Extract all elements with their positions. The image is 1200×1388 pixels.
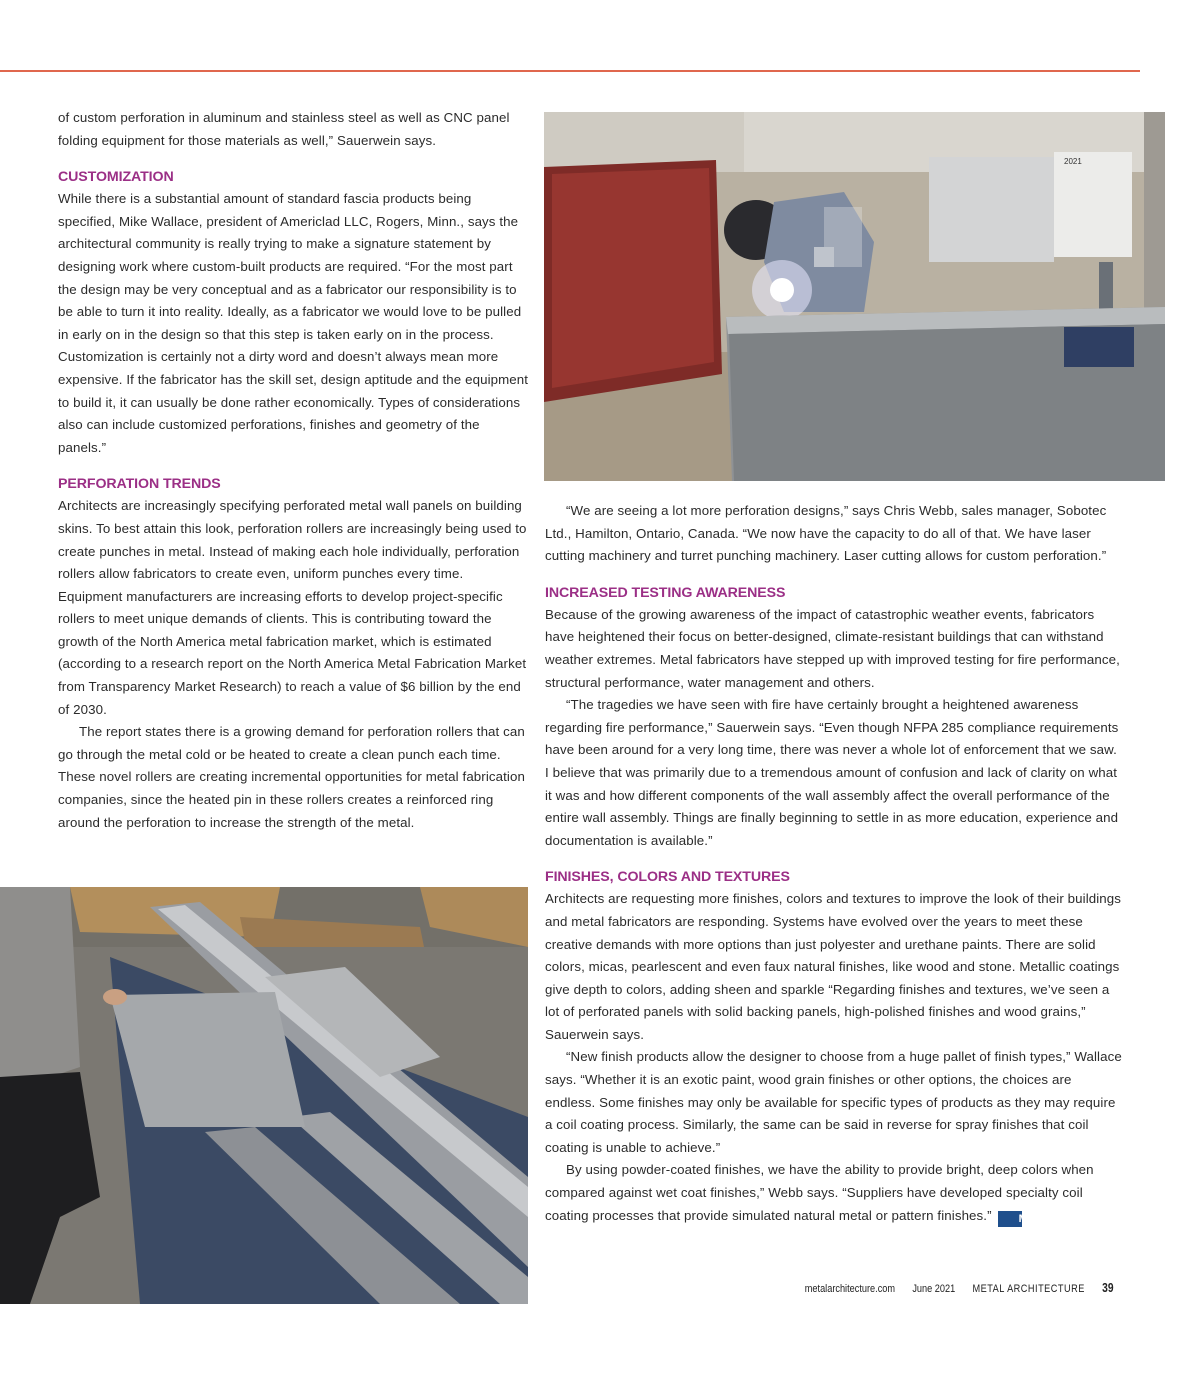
finishes-heading: FINISHES, COLORS AND TEXTURES	[545, 869, 790, 886]
magazine-end-mark-icon: Ma	[998, 1211, 1022, 1227]
finishes-paragraph-3	[545, 1159, 1123, 1227]
webb-quote-paragraph: “We are seeing a lot more perforation designs,” says Chris Webb, sales manager, Sobotec Ltd., Hamilton, Ontario, Canada. “We now have the capacity to do all of that. We have laser cutting machinery and turret punching machinery. Laser cutting allows for custom perforation.”	[545, 503, 1107, 564]
header-rule	[0, 70, 1140, 72]
welding-photo	[544, 112, 1165, 481]
intro-paragraph: of custom perforation in aluminum and stainless steel as well as CNC panel folding equipment for those materials as well,” Sauerwein says.	[58, 110, 510, 148]
testing-heading: INCREASED TESTING AWARENESS	[545, 584, 786, 601]
perforation-heading: PERFORATION TRENDS	[58, 476, 221, 493]
finishes-paragraph-1: Architects are requesting more finishes, colors and textures to improve the look of their buildings and metal fabricators are responding. Systems have evolved over the years to meet these creative demands with more options than just polyester and urethane paints. There are solid colors, micas, pearlescent and even faux natural finishes, like wood and stone. Metallic coatings give depth to colors, adding sheen and sparkle “Regarding finishes and textures, we’ve seen a lot of perforated panels with solid backing panels, high-polished finishes and wood grains,” Sauerwein says.	[545, 891, 1122, 1042]
page-number: 39	[1102, 1281, 1114, 1295]
right-column	[545, 500, 1123, 1227]
footer-issue: June 2021	[912, 1283, 956, 1295]
perforation-paragraph-2: The report states there is a growing demand for perforation rollers that can go through the metal cold or be heated to create a clean punch each time. These novel rollers are creating incremental opportunities for metal fabrication companies, since the heated pin in these rollers creates a reinforced ring around the perforation to increase the strength of the metal.	[58, 724, 525, 830]
customization-heading: CUSTOMIZATION	[58, 169, 174, 186]
rollers-photo	[0, 887, 528, 1304]
page-footer	[790, 1281, 1114, 1295]
calendar-year: 2021	[1064, 157, 1082, 166]
finishes-paragraph-2: “New finish products allow the designer to choose from a huge pallet of finish types,” Wallace says. “Whether it is an exotic paint, wood grain finishes or other options, the choices are endless. Some finishes may only be available for specific types of products as they may require a coil coating process. Similarly, the same can be said in reverse for spray finishes that coil coating is unable to achieve.”	[545, 1049, 1122, 1155]
finishes-paragraph-3-text: By using powder-coated finishes, we have the ability to provide bright, deep colors when compared against wet coat finishes,” Webb says. “Suppliers have developed specialty coil coating processes that provide simulated natural metal or pattern finishes.”	[545, 1162, 1094, 1223]
footer-website: metalarchitecture.com	[805, 1283, 896, 1295]
testing-paragraph-2: “The tragedies we have seen with fire have certainly brought a heightened awareness regarding fire performance,” Sauerwein says. “Even though NFPA 285 compliance requirements have been around for a very long time, there was never a whole lot of enforcement that we saw. I believe that was primarily due to a tremendous amount of confusion and lack of clarity on what it was and how different components of the wall assembly affect the overall performance of the entire wall assembly. Things are finally beginning to settle in as more education, experience and documentation is available.”	[545, 697, 1119, 848]
left-column	[58, 107, 530, 834]
perforation-paragraph-1: Architects are increasingly specifying perforated metal wall panels on building skins. To best attain this look, perforation rollers are increasingly being used to create punches in metal. Instead of making each hole individually, perforation rollers allow fabricators to create even, uniform punches every time. Equipment manufacturers are increasing efforts to develop project-specific rollers to meet unique demands of clients. This is contributing toward the growth of the North America metal fabrication market, which is estimated (according to a research report on the North America Metal Fabrication Market from Transparency Market Research) to reach a value of $6 billion by the end of 2030.	[58, 498, 527, 717]
testing-paragraph-1: Because of the growing awareness of the impact of catastrophic weather events, fabricators have heightened their focus on better-designed, climate-resistant buildings that can withstand weather extremes. Metal fabricators have stepped up with improved testing for fire performance, structural performance, water management and others.	[545, 606, 1120, 690]
customization-paragraph: While there is a substantial amount of standard fascia products being specified, Mike Wallace, president of Americlad LLC, Rogers, Minn., says the architectural community is really trying to make a signature statement by designing work where custom-built products are required. “For the most part the design may be very conceptual and as a fabricator our responsibility is to be able to turn it into reality. Ideally, as a fabricator we would love to be pulled in early on in the design so that this step is taken early on in the process. Customization is certainly not a dirty word and doesn’t always mean more expensive. If the fabricator has the skill set, design aptitude and the equipment to build it, it can usually be done rather economically. Types of considerations also can include customized perforations, finishes and geometry of the panels.”	[58, 191, 529, 455]
footer-magazine: METAL ARCHITECTURE	[972, 1283, 1086, 1295]
